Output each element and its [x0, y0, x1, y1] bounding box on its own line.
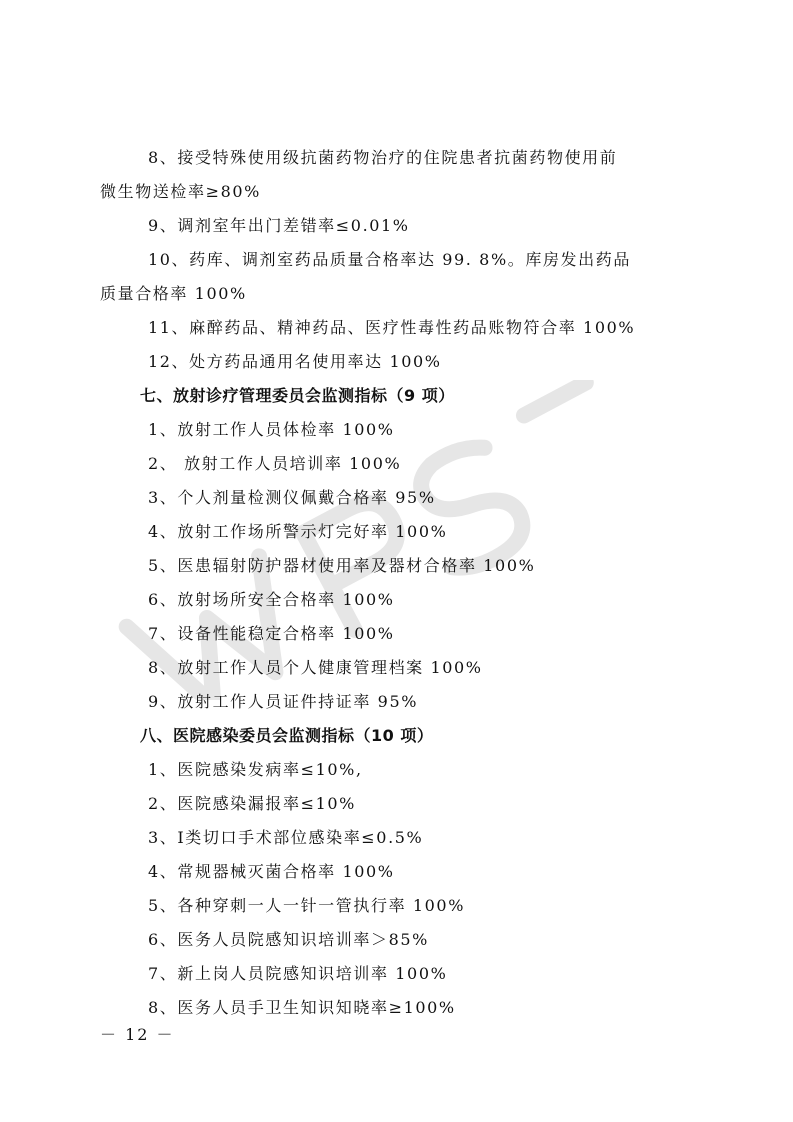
body-line: 微生物送检率≥80%	[100, 182, 261, 201]
body-line: 12、处方药品通用名使用率达 100%	[148, 352, 442, 371]
section-heading-infection: 八、医院感染委员会监测指标（10 项）	[140, 726, 434, 745]
list-item: 1、放射工作人员体检率 100%	[148, 420, 395, 439]
body-line: 9、调剂室年出门差错率≤0.01%	[148, 216, 410, 235]
list-item: 3、Ⅰ类切口手术部位感染率≤0.5%	[148, 828, 424, 847]
list-item: 4、常规器械灭菌合格率 100%	[148, 862, 395, 881]
list-item: 6、放射场所安全合格率 100%	[148, 590, 395, 609]
body-line: 10、药库、调剂室药品质量合格率达 99. 8%。库房发出药品	[148, 250, 631, 269]
list-item: 4、放射工作场所警示灯完好率 100%	[148, 522, 448, 541]
body-line: 11、麻醉药品、精神药品、医疗性毒性药品账物符合率 100%	[148, 318, 636, 337]
body-line: 质量合格率 100%	[100, 284, 247, 303]
list-item: 7、设备性能稳定合格率 100%	[148, 624, 395, 643]
list-item: 6、医务人员院感知识培训率＞85%	[148, 930, 429, 949]
list-item: 5、各种穿刺一人一针一管执行率 100%	[148, 896, 466, 915]
list-item: 8、放射工作人员个人健康管理档案 100%	[148, 658, 483, 677]
section-heading-radiology: 七、放射诊疗管理委员会监测指标（9 项）	[140, 386, 455, 405]
list-item: 2、医院感染漏报率≤10%	[148, 794, 356, 813]
list-item: 2、 放射工作人员培训率 100%	[148, 454, 402, 473]
page-number: － 12 －	[100, 1025, 175, 1044]
list-item: 3、个人剂量检测仪佩戴合格率 95%	[148, 488, 436, 507]
body-line: 8、接受特殊使用级抗菌药物治疗的住院患者抗菌药物使用前	[148, 148, 618, 167]
list-item: 9、放射工作人员证件持证率 95%	[148, 692, 419, 711]
list-item: 8、医务人员手卫生知识知晓率≥100%	[148, 998, 456, 1017]
list-item: 1、医院感染发病率≤10%,	[148, 760, 363, 779]
list-item: 5、医患辐射防护器材使用率及器材合格率 100%	[148, 556, 536, 575]
list-item: 7、新上岗人员院感知识培训率 100%	[148, 964, 448, 983]
